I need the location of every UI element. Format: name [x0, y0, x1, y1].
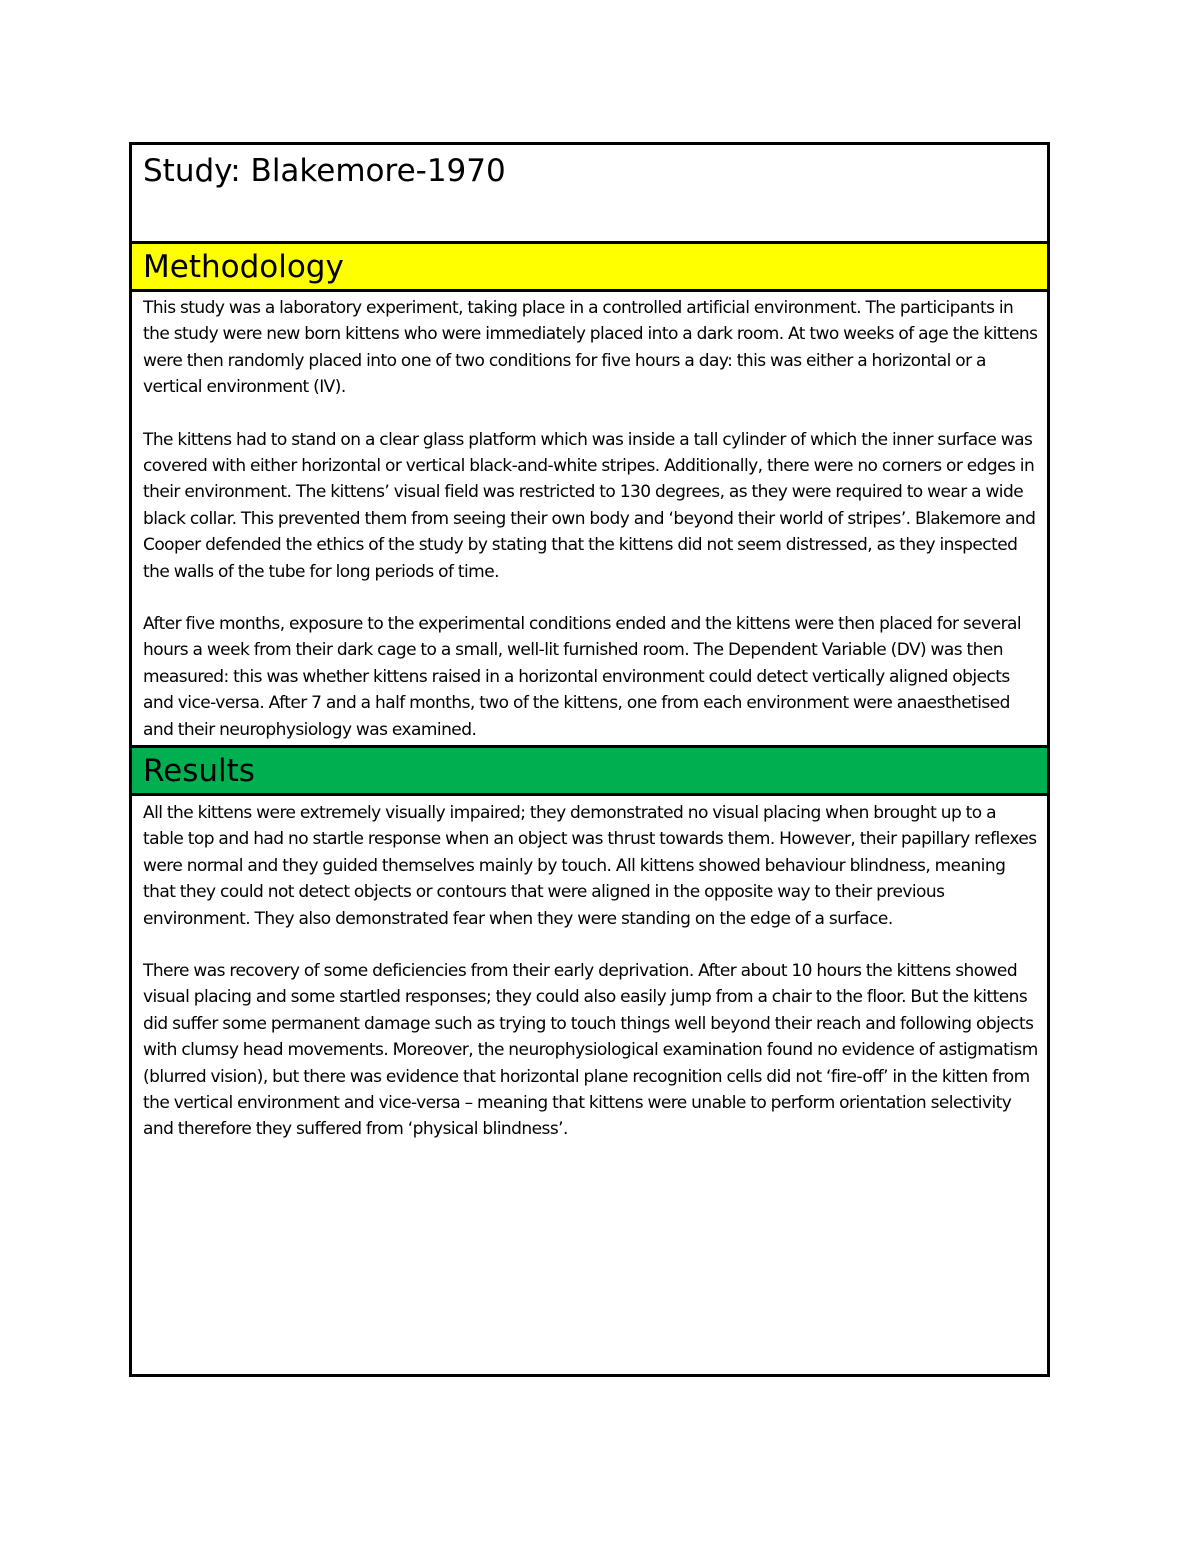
results-heading: Results: [143, 753, 255, 789]
results-header: [132, 745, 1047, 796]
study-card: [129, 142, 1050, 1377]
results-section: [143, 800, 1039, 1143]
methodology-paragraph-2: The kittens had to stand on a clear glass platform which was inside a tall cylinder of which the inner surface was covered with either horizontal or vertical black-and-white stripes. Additionally, there were no corners or edges in their environment. The kittens’ visual field was restricted to 130 degrees, as they were required to wear a wide black collar. This prevented them from seeing their own body and ‘beyond their world of stripes’. Blakemore and Cooper defended the ethics of the study by stating that the kittens did not seem distressed, as they inspected the walls of the tube for long periods of time.: [143, 429, 1036, 582]
study-title: Study: Blakemore-1970: [143, 153, 506, 189]
methodology-section: [143, 295, 1039, 743]
methodology-header: [132, 241, 1047, 292]
methodology-paragraph-1: This study was a laboratory experiment, taking place in a controlled artificial environment. The participants in the study were new born kittens who were immediately placed into a dark room. At two weeks of age the kittens were then randomly placed into one of two conditions for five hours a day: this was either a horizontal or a vertical environment (IV).: [143, 298, 1038, 398]
methodology-paragraph-3: After five months, exposure to the experimental conditions ended and the kittens were then placed for several hours a week from their dark cage to a small, well-lit furnished room. The Dependent Variable (DV) was then measured: this was whether kittens raised in a horizontal environment could detect vertically aligned objects and vice-versa. After 7 and a half months, two of the kittens, one from each environment were anaesthetised and their neurophysiology was examined.: [143, 614, 1022, 740]
results-paragraph-1: All the kittens were extremely visually impaired; they demonstrated no visual placing when brought up to a table top and had no startle response when an object was thrust towards them. However, their papillary reflexes were normal and they guided themselves mainly by touch. All kittens showed behaviour blindness, meaning that they could not detect objects or contours that were aligned in the opposite way to their previous environment. They also demonstrated fear when they were standing on the edge of a surface.: [143, 803, 1037, 929]
methodology-heading: Methodology: [143, 249, 344, 285]
results-paragraph-2: There was recovery of some deficiencies from their early deprivation. After about 10 hours the kittens showed visual placing and some startled responses; they could also easily jump from a chair to the floor. But the kittens did suffer some permanent damage such as trying to touch things well beyond their reach and following objects with clumsy head movements. Moreover, the neurophysiological examination found no evidence of astigmatism (blurred vision), but there was evidence that horizontal plane recognition cells did not ‘fire-off’ in the kitten from the vertical environment and vice-versa – meaning that kittens were unable to perform orientation selectivity and therefore they suffered from ‘physical blindness’.: [143, 961, 1038, 1140]
study-title-row: [132, 145, 1047, 241]
